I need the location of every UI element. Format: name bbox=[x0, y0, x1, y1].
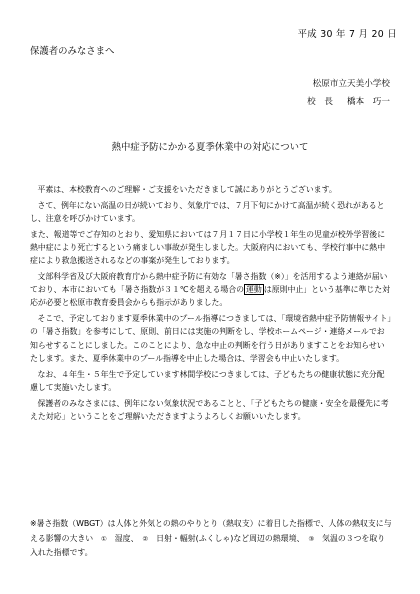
paragraph-heat-warning: さて、例年にない高温の日が続いており、気象庁では、７月下旬にかけて高温が続く恐れがあるとし、注意を呼びかけています。 bbox=[30, 200, 385, 223]
paragraph-incident: また、報道等でご存知のとおり、愛知県においては７月１７日に小学校１年生の児童が校外学習後に熱中症により死亡するという痛ましい事故が発生しました。大阪府内においても、学校行事中に熱中症により救急搬送されるなどの事案が発生しております。 bbox=[30, 229, 386, 266]
paragraph-pool-instruction: そこで、予定しております夏季休業中のプール指導につきましては、「環境省熱中症予防情報サイト」の「暑さ指数」を参考にして、原則、前日には実施の判断をし、学校ホームページ・連絡メールでお知らせすることにしました。このことにより、急な中止の判断を行う日がありますことをお知らせいたします。また、夏季休業中のプール指導を中止した場合は、学習会も中止いたします。 bbox=[30, 314, 392, 363]
boxed-word-exercise: 運動 bbox=[246, 285, 262, 295]
document-title: 熱中症予防にかかる夏季休業中の対応について bbox=[111, 142, 309, 153]
circled-number-1: ① bbox=[101, 534, 107, 543]
date: 平成 30 年 7 月 20 日 bbox=[297, 29, 397, 40]
paragraph-closing: 保護者のみなさまには、例年にない気象状況であることと、「子どもたちの健康・安全を最優先に考えた対応」ということをご理解いただきますようよろしくお願いいたします。 bbox=[30, 398, 389, 421]
paragraph-greeting: 平素は、本校教育へのご理解・ご支援をいただきまして誠にありがとうございます。 bbox=[37, 185, 337, 194]
footnote-text-b: 湿度、 bbox=[114, 533, 135, 543]
guidance-text-b: は原則中止」という基準に準じた対応が必要と松原市教育委員会からも指示がありました。 bbox=[30, 285, 391, 308]
document-body bbox=[30, 183, 392, 426]
principal-title: 校 長 bbox=[307, 97, 333, 107]
footnote-text-a: ※暑さ指数（WBGT）は人体と外気との熱のやりとり（熱収支）に着目した指標で、人体の熱収支に与える影響の大きい bbox=[30, 519, 392, 543]
footnote-text-c: 日射・輻射(ふくしゃ)など周辺の熱環境、 bbox=[156, 533, 301, 543]
guidance-text-a: 文部科学省及び大阪府教育庁から熱中症予防に有効な「暑さ指数（※）」を活用するよう連絡が届いており、本市においても「暑さ指数が３１℃を超える場合の bbox=[30, 272, 388, 295]
principal-name: 橋本 巧一 bbox=[347, 97, 390, 107]
school-name: 松原市立天美小学校 bbox=[312, 79, 390, 89]
footnote-text-d: 気温の３つを取り入れた指標です。 bbox=[30, 533, 386, 557]
footnote bbox=[30, 517, 392, 561]
paragraph-camp: なお、４年生・５年生で予定しています林間学校につきましては、子どもたちの健康状態に充分配慮して実施いたします。 bbox=[30, 369, 385, 392]
paragraph-guidance bbox=[30, 270, 392, 310]
principal-line bbox=[307, 93, 390, 111]
sender-block bbox=[307, 75, 390, 111]
circled-number-2: ② bbox=[142, 534, 149, 543]
recipient-line: 保護者のみなさまへ bbox=[30, 46, 115, 57]
circled-number-3: ③ bbox=[308, 534, 315, 543]
